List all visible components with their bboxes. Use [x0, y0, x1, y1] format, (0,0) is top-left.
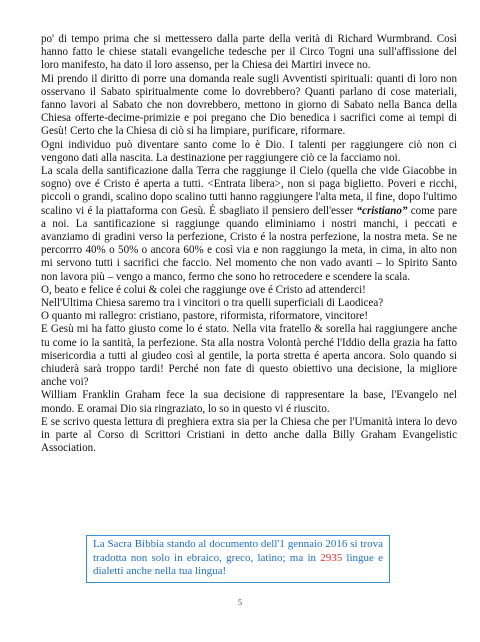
bible-translation-callout — [86, 535, 390, 583]
paragraph-graham: William Franklin Graham fece la sua decisione di rappresentare la base, l'Evangelo nel mondo. E oramai Dio sia ringraziato, lo so in questo vi é riuscito. — [41, 389, 457, 415]
body-text — [41, 33, 457, 456]
paragraph-course: E se scrivo questa lettura di preghiera extra sia per la Chiesa che per l'Umanità intera lo devo in parte al Corso di Scrittori Cristiani in detto anche dalla Billy Graham Evangelistic Association. — [41, 415, 457, 455]
callout-text-start: La Sacra Bibbia stando al documento dell'1 gennaio 2016 si trova tradotta non solo in ebraico, greco, latino; ma in — [93, 538, 383, 564]
ladder-text-before: La scala della santificazione dalla Terra che raggiunge il Cielo (quella che vide Giacobbe in sogno) ove é Cristo é aperta a tutti. <Entrata libera>, non si paga biglietto. Poveri e ricchi, piccoli o grandi, scalino dopo scalino tutti hanno raggiungere l'alta meta, il fine, dopo l'ultimo scalino vi é la piattaforma con Gesù. É sbagliato il pensiero dell'esser — [41, 165, 457, 217]
paragraph-laodicea: Nell'Ultima Chiesa saremo tra i vincitori o tra quelli superficiali di Laodicea? — [41, 297, 384, 310]
language-count: 2935 — [320, 551, 343, 564]
paragraph-justified: E Gesù mi ha fatto giusto come lo é stato. Nella vita fratello & sorella hai raggiungere anche tu come io la santità, la perfezione. Sta alla nostra Volontà perché l'Iddio della grazia ha fatto misericordia a tutti al giudeo così al gentile, la porta stretta é aperta ancora. Solo quando si chiuderà sarà troppo tardi! Perché non fate di questo obiettivo una decisione, la migliore anche voi? — [41, 323, 457, 389]
paragraph-wurmbrand: po' di tempo prima che si mettessero dalla parte della verità di Richard Wurmbrand. Così hanno fatto le chiese statali evangeliche tedesche per il Circo Togni una sull'affissione del loro manifesto, ha dato il loro assenso, per la Chiesa dei Martiri invece no. — [41, 33, 457, 72]
paragraph-rejoice: O quanto mi rallegro: cristiano, pastore, riformista, riformatore, vincitore! — [41, 310, 369, 323]
ladder-text-after: come pare a noi. La santificazione si raggiunge quando eliminiamo i nostri manchi, i peccati e avanziamo di gradini verso la perfezione, Cristo é la nostra perfezione, la nostra meta. Se ne percorrro 40% o 50% o ancora 60% e così via e non raggiungo la meta, in cima, in alto non mi servono tutti i sacrifici che faccio. Nel momento che non vado avanti – lo Spirito Santo non lavora più – vengo a manco, fermo che sono ho retrocedere e scendere la scala. — [41, 204, 457, 283]
page-number: 5 — [238, 598, 242, 607]
paragraph-blessed: O, beato e felice é colui & colei che raggiunge ove é Cristo ad attenderci! — [41, 283, 366, 296]
paragraph-ladder — [41, 165, 457, 284]
cristiano-emphasis: “cristiano” — [356, 204, 408, 217]
callout-text-end: lingue e dialetti anche nella tua lingua! — [93, 551, 383, 578]
paragraph-adventists: Mi prendo il diritto di porre una domanda reale sugli Avventisti spirituali: quanti di loro non osservano il Sabato spiritualmente come lo dovrebbero? Quanti parlano di cose materiali, fanno lavori al Sabato che non dovrebbero, mettono in giorno di Sabato nella Banca della Chiesa offerte-decime-primizie e poi pregano che Dio benedica i sacrifici come ai tempi di Gesù! Certo che la Chiesa di ciò si ha limpiare, purificare, riformare. — [41, 72, 457, 138]
paragraph-holiness: Ogni individuo può diventare santo come lo è Dio. I talenti per raggiungere ciò non ci vengono dati alla nascita. La destinazione per raggiungere ciò ce la facciamo noi. — [41, 138, 457, 164]
